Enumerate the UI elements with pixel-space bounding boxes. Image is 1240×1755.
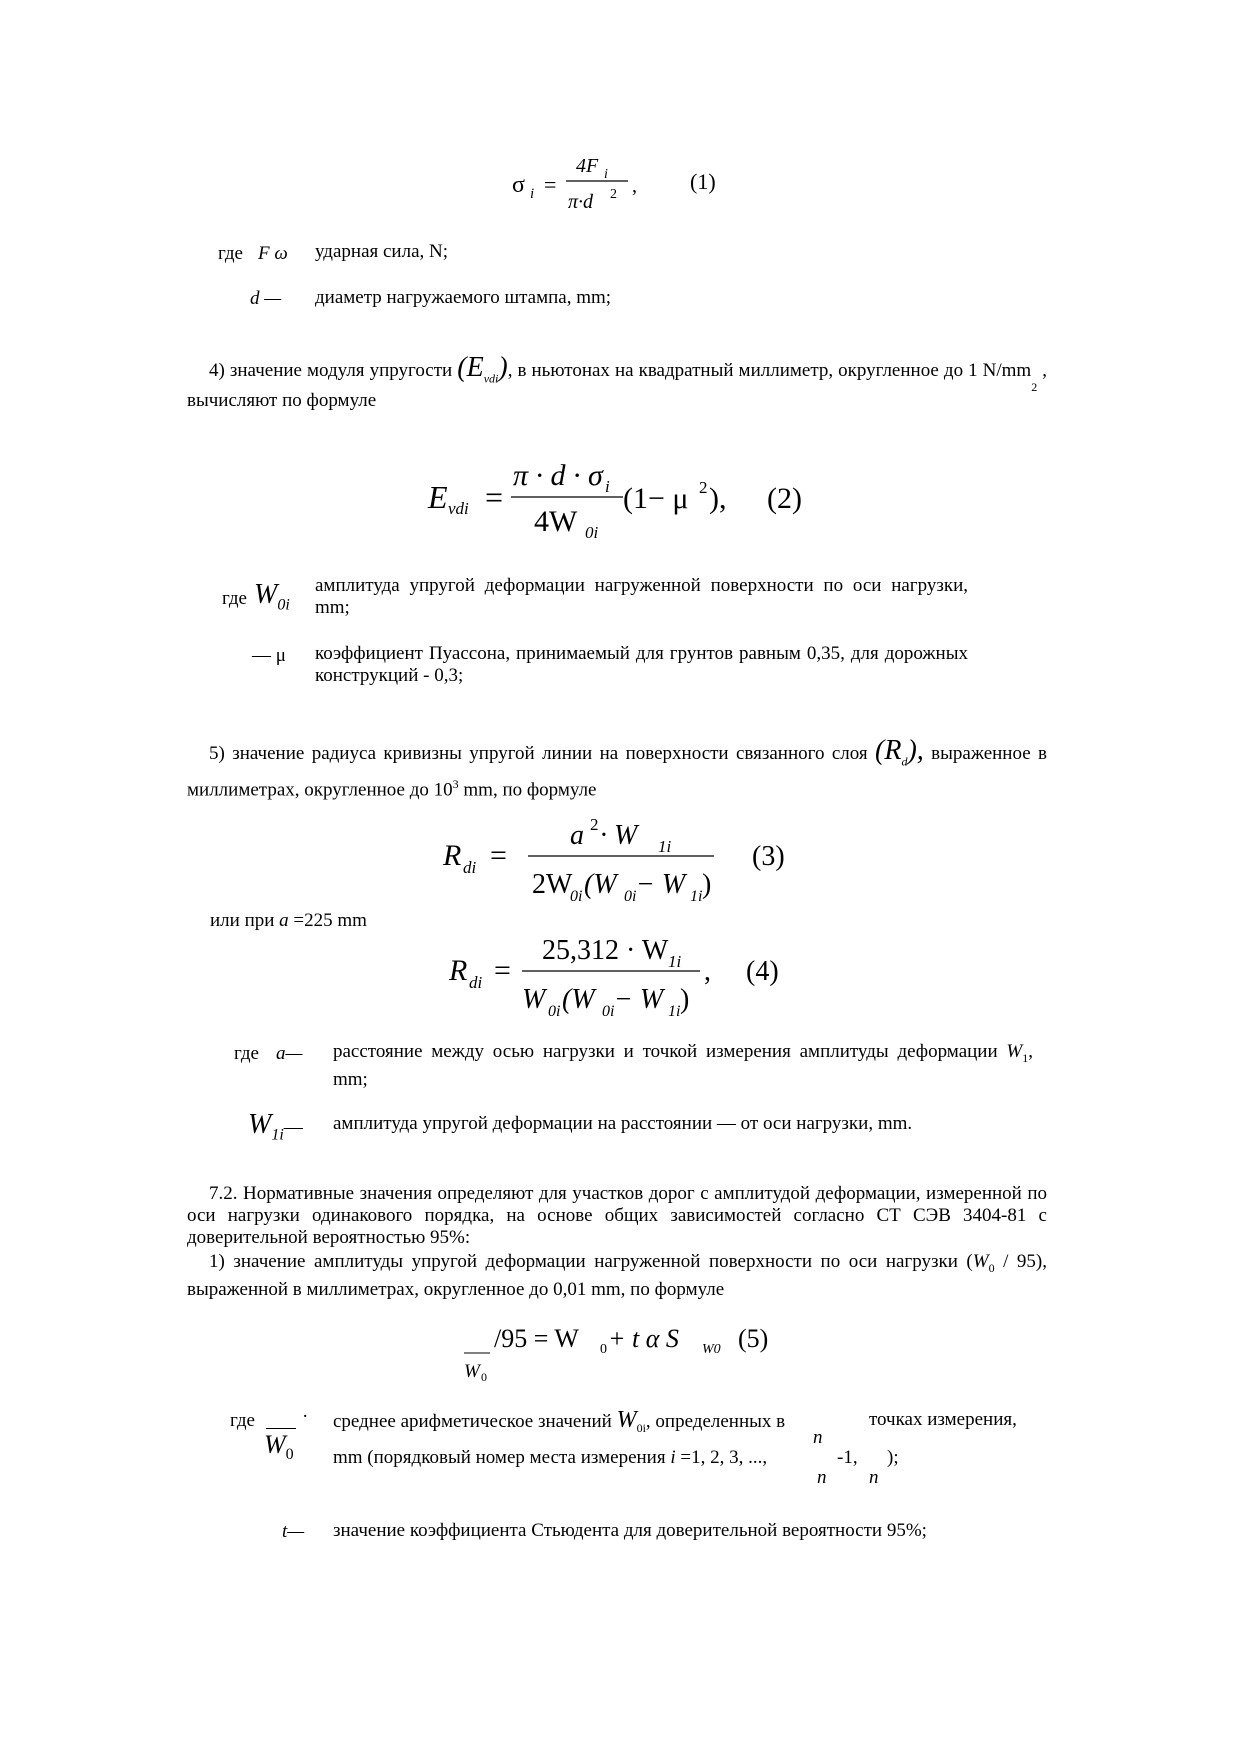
f3-eq: = [490, 839, 507, 872]
f1-lhs-sub: i [530, 186, 535, 202]
defs1-desc-f: ударная сила, N; [315, 241, 449, 262]
defs4-i: i [670, 1447, 676, 1468]
p5-sym-close: ), [907, 735, 924, 766]
formula-2 [425, 455, 825, 545]
alt-text: или при [210, 910, 280, 931]
defs3-term-a-text: a— [276, 1043, 303, 1064]
defs4-desc-f: -1, [837, 1447, 858, 1468]
p721-text-b: / 95), выраженной в миллиметрах, округленное до 0,01 mm, по формуле [187, 1251, 1047, 1300]
defs1-term-f-text: F ω [258, 243, 288, 264]
defs4-n2: n [817, 1467, 827, 1488]
defs2-desc-w0i: амплитуда упругой деформации нагруженной поверхности по оси нагрузки, mm; [315, 575, 968, 618]
formula-1-svg [508, 148, 748, 218]
defs4-desc-var: W [616, 1407, 637, 1433]
defs4-term-wbar [264, 1406, 310, 1464]
f1-eq: = [544, 172, 557, 197]
defs3-term-a [276, 1043, 302, 1065]
alt-var: a [279, 910, 289, 931]
defs4-n1: n [813, 1427, 823, 1448]
paragraph-7-2 [187, 1183, 1047, 1249]
p4-sym-close: ) [498, 352, 508, 383]
f5-rest-sub: 0 [600, 1342, 607, 1357]
f2-eq: = [485, 479, 504, 515]
f1-label: (1) [690, 169, 716, 194]
f2-den: 4W [534, 505, 578, 538]
f3-den-sub2: 0i [624, 888, 637, 905]
defs4-term-sub: 0 [285, 1446, 294, 1464]
defs3-term-w1i [248, 1108, 303, 1153]
formula-1 [508, 148, 748, 218]
defs2-where: где [222, 588, 247, 609]
defs3-desc-a-var: W [1006, 1041, 1023, 1062]
f2-label: (2) [767, 482, 802, 515]
defs2-term-w0i-sym: W [254, 579, 278, 610]
p5-text-c: mm, по формуле [458, 778, 597, 800]
p721-var: W [972, 1251, 989, 1272]
f3-label: (3) [752, 841, 785, 872]
formula-5-svg [458, 1315, 798, 1385]
defs1-term-d-text: d — [250, 288, 282, 309]
paragraph-5 [187, 735, 1047, 801]
f1-tail: , [632, 175, 637, 197]
paragraph-4 [187, 352, 1048, 412]
defs4-where: где [230, 1410, 255, 1431]
f2-factor: (1− μ [623, 482, 689, 515]
f2-den-sub: 0i [585, 523, 599, 542]
f2-lhs: E [428, 479, 448, 515]
defs1-desc-d: диаметр нагружаемого штампа, mm; [315, 287, 612, 308]
defs4-desc-sub: 0i [636, 1420, 646, 1435]
f2-lhs-sub: vdi [448, 499, 469, 518]
defs4-desc-c: точках измерения, [869, 1409, 1017, 1430]
defs2-term-mu: — μ [252, 645, 286, 666]
defs4-desc-d: mm (порядковый номер места измерения [333, 1447, 671, 1468]
f3-lhs: R [443, 839, 462, 872]
p721-text-a: 1) значение амплитуды упругой деформации нагруженной поверхности по оси нагрузки ( [209, 1251, 973, 1272]
f3-den-sub3: 1i [690, 888, 703, 905]
p721-sub: 0 [988, 1260, 995, 1275]
defs4-desc-a: среднее арифметическое значений [333, 1411, 617, 1432]
defs4-desc-mean [333, 1405, 1033, 1488]
f3-num-sup: 2 [590, 815, 599, 834]
f3-lhs-sub: di [463, 858, 477, 877]
f5-bar-sub: 0 [481, 1370, 487, 1384]
f5-bar-sym: W [464, 1361, 480, 1382]
formula-3-svg [440, 810, 800, 910]
defs3-desc-a [333, 1041, 1033, 1091]
f4-den-sub1: 0i [548, 1003, 561, 1020]
f4-den-minus: − W [614, 984, 664, 1015]
formula-5 [458, 1315, 798, 1385]
f3-den-minus: − W [636, 869, 686, 900]
p4-text-b: , в ньютонах на квадратный миллиметр, округленное до 1 N/mm [507, 360, 1032, 381]
p4-text-c: , вычисляют по формуле [187, 360, 1048, 411]
f3-den: 2W [532, 869, 573, 900]
f5-rest: /95 = W [494, 1324, 579, 1353]
f4-tail: , [704, 956, 711, 987]
p4-unit-exp: 2 [1031, 379, 1038, 394]
f4-den-sub3: 1i [668, 1003, 681, 1020]
f1-num-sub: i [604, 167, 608, 182]
f4-lhs-sub: di [469, 973, 483, 992]
f4-den: W [522, 984, 546, 1015]
f2-num: π · d · σ [513, 459, 603, 492]
p5-text-b: выраженное в миллиметрах, округленное до 10 [187, 743, 1047, 800]
f4-den-sub2: 0i [602, 1003, 615, 1020]
defs1-term-d [250, 288, 296, 310]
defs1-term-f [258, 243, 294, 265]
f4-num-sub: 1i [668, 952, 682, 971]
formula-4-svg [446, 925, 806, 1025]
defs4-term-t-text: t— [282, 1521, 305, 1542]
f4-label: (4) [746, 956, 779, 987]
f1-lhs: σ [512, 172, 525, 198]
p4-text-a: 4) значение модуля упругости [209, 360, 458, 381]
formula-3 [440, 810, 800, 910]
defs2-term-w0i [254, 578, 290, 623]
p5-symbol [875, 735, 924, 769]
f4-den-mid: (W [562, 984, 595, 1015]
defs3-desc-w1i: амплитуда упругой деформации на расстоянии — от оси нагрузки, mm. [333, 1113, 913, 1134]
f5-plus: + t α S [608, 1324, 679, 1353]
defs4-term-t [282, 1521, 304, 1543]
f5-label: (5) [738, 1324, 769, 1353]
defs4-desc-e: =1, 2, 3, ..., [675, 1447, 768, 1468]
f3-den-mid: (W [584, 869, 617, 900]
p5-sym-open: (R [875, 735, 902, 766]
p5-exp: 3 [452, 776, 459, 791]
defs4-dot: · [302, 1406, 309, 1427]
f3-num-sub: 1i [658, 837, 672, 856]
f2-factor-end: ), [709, 482, 727, 515]
defs1-where: где [218, 243, 243, 264]
f1-num: 4F [576, 155, 599, 177]
f2-num-sub: i [605, 477, 610, 496]
defs2-desc-mu: коэффициент Пуассона, принимаемый для грунтов равным 0,35, для дорожных конструкций - 0,3; [315, 643, 968, 686]
alt-condition [210, 910, 367, 932]
p4-symbol [457, 352, 508, 386]
formula-2-svg [425, 455, 825, 545]
defs4-term-sym: W [264, 1430, 286, 1459]
f5-s-sub: W0 [702, 1342, 721, 1357]
f4-den-end: ) [680, 984, 690, 1015]
defs4-n3: n [869, 1467, 879, 1488]
p5-text-a: 5) значение радиуса кривизны упругой линии на поверхности связанного слоя [209, 743, 876, 764]
formula-4 [446, 925, 806, 1025]
f4-num: 25,312 · W [542, 935, 669, 966]
defs3-where: где [234, 1043, 259, 1064]
p72-text: 7.2. Нормативные значения определяют для участков дорог с амплитудой деформации, измеренной по оси нагрузки одинакового порядка, на основе общих зависимостей согласно СТ СЭВ 3404-81 с доверительной вероятностью 95%: [187, 1183, 1047, 1248]
defs3-desc-a-sub: 1 [1022, 1050, 1029, 1065]
f4-lhs: R [449, 954, 468, 987]
f1-den: π·d [568, 191, 594, 213]
f3-den-end: ) [702, 869, 712, 900]
defs4-desc-t: значение коэффициента Стьюдента для доверительной вероятности 95%; [333, 1520, 927, 1541]
f3-num-a: a [570, 820, 584, 851]
paragraph-7-2-1 [187, 1251, 1047, 1301]
f4-eq: = [494, 954, 511, 987]
defs4-overbar [266, 1428, 296, 1429]
defs2-term-w0i-sub: 0i [277, 596, 290, 614]
defs3-desc-a-end: , mm; [333, 1041, 1033, 1090]
defs4-desc-b: , определенных в [645, 1411, 786, 1432]
f1-den-sup: 2 [610, 187, 617, 202]
alt-rest: =225 mm [288, 910, 367, 931]
defs3-term-w1i-sub: 1i [271, 1126, 284, 1144]
defs3-term-w1i-dash: — [283, 1117, 303, 1138]
f3-den-sub1: 0i [570, 888, 583, 905]
f3-num-rest: · W [600, 820, 638, 851]
p5-sym-sub: d [901, 754, 908, 769]
f2-factor-sup: 2 [699, 478, 708, 497]
p4-sym-sub: vdi [483, 371, 499, 386]
defs3-term-w1i-sym: W [248, 1109, 272, 1140]
p4-sym-open: (E [457, 352, 484, 383]
defs4-desc-g: ); [887, 1447, 899, 1468]
defs3-desc-a-text: расстояние между осью нагрузки и точкой измерения амплитуды деформации [333, 1041, 1007, 1062]
